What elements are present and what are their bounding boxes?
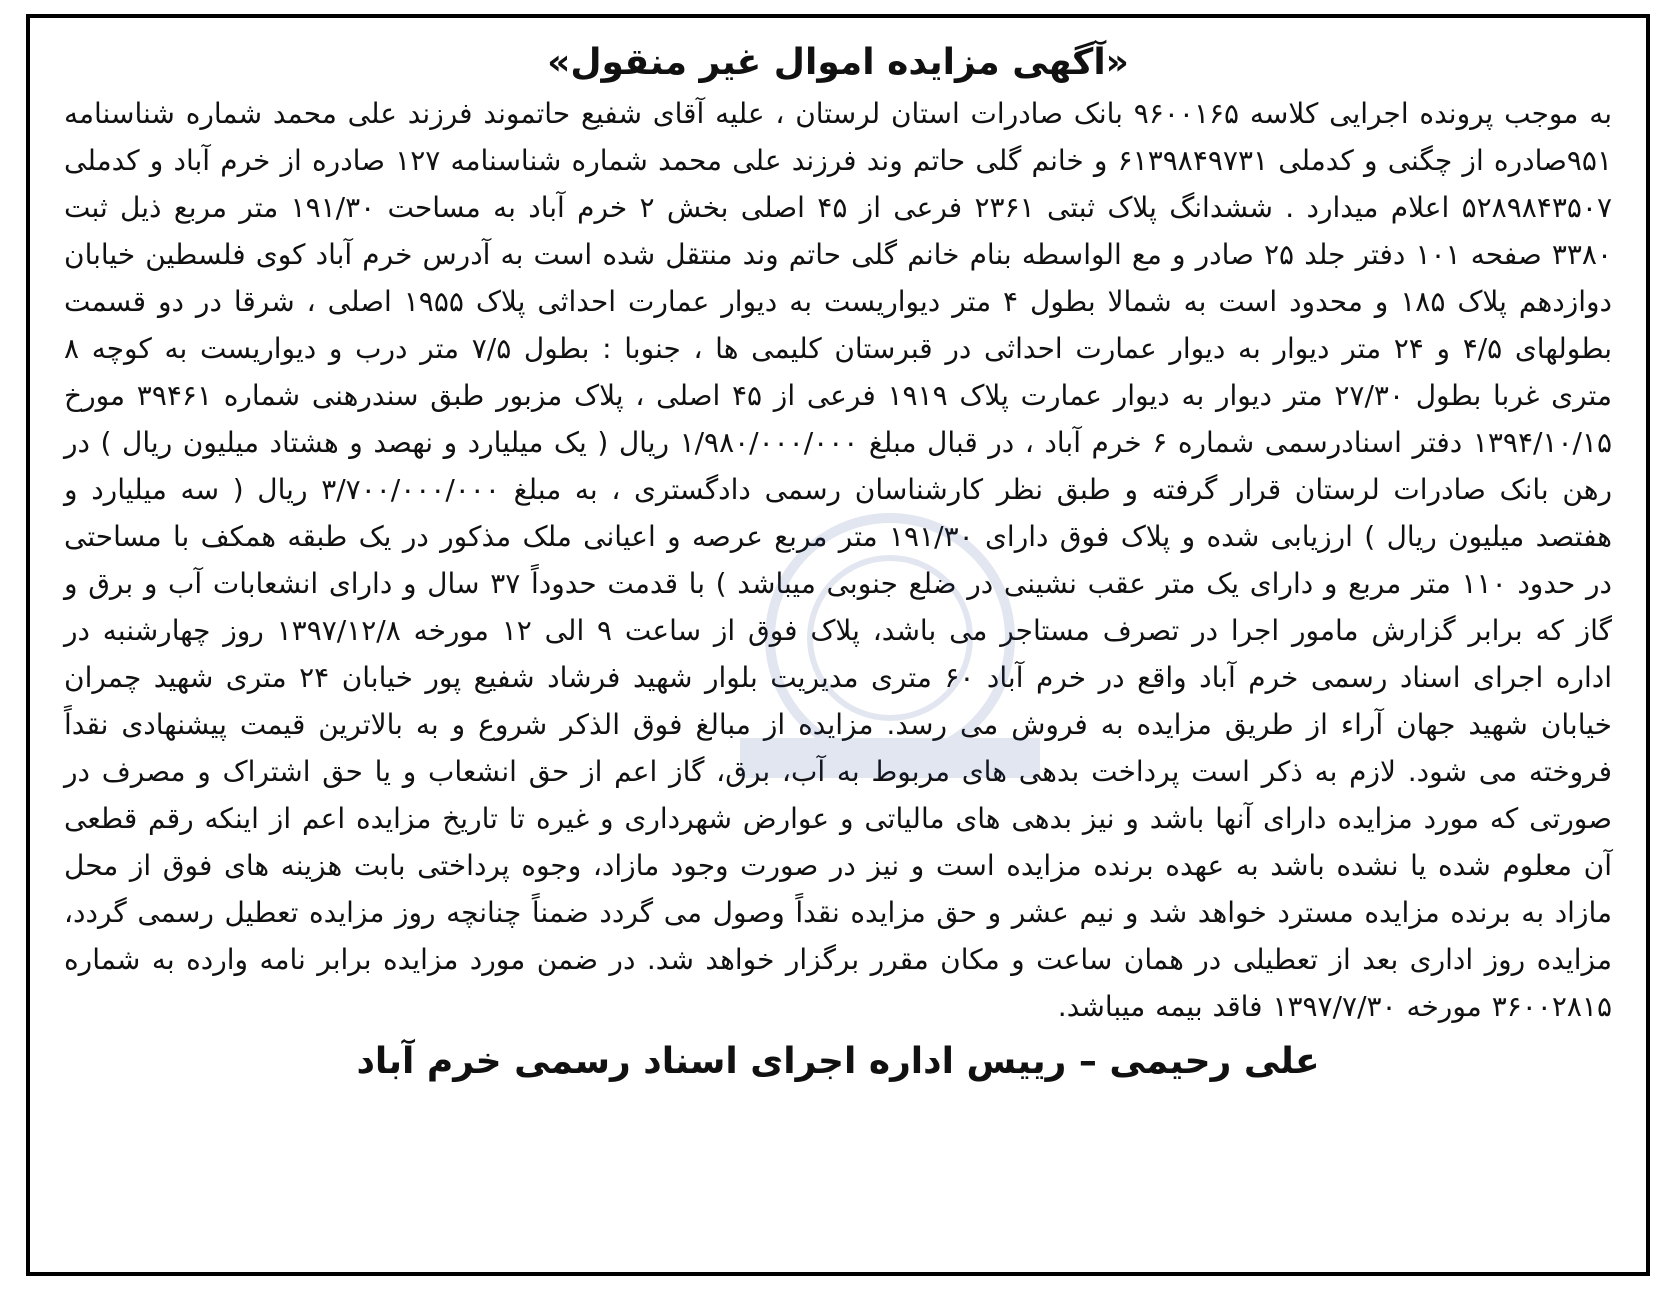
notice-signature: علی رحیمی – رییس اداره اجرای اسناد رسمی خرم آباد	[356, 1041, 1320, 1082]
notice-body: به موجب پرونده اجرایی کلاسه ۹۶۰۰۱۶۵ بانک صادرات استان لرستان ، علیه آقای شفیع حاتموند فرزند علی محمد شماره شناسنامه ۹۵۱صادره از چگنی و کدملی ۶۱۳۹۸۴۹۷۳۱ و خانم گلی حاتم وند فرزند علی محمد شماره شناسنامه ۱۲۷ صادره از خرم آباد و کدملی ۵۲۸۹۸۴۳۵۰۷ اعلام میدارد . ششدانگ پلاک ثبتی ۲۳۶۱ فرعی از ۴۵ اصلی بخش ۲ خرم آباد به مساحت ۱۹۱/۳۰ متر مربع ذیل ثبت ۳۳۸۰ صفحه ۱۰۱ دفتر جلد ۲۵ صادر و مع الواسطه بنام خانم گلی حاتم وند منتقل شده است به آدرس خرم آباد کوی فلسطین خیابان دوازدهم پلاک ۱۸۵ و محدود است به شمالا بطول ۴ متر دیواریست به دیوار عمارت احداثی پلاک ۱۹۵۵ اصلی ، شرقا در دو قسمت بطولهای ۴/۵ و ۲۴ متر دیوار به دیوار عمارت احداثی در قبرستان کلیمی ها ، جنوبا : بطول ۷/۵ متر درب و دیواریست به کوچه ۸ متری غربا بطول ۲۷/۳۰ متر دیوار به دیوار عمارت پلاک ۱۹۱۹ فرعی از ۴۵ اصلی ، پلاک مزبور طبق سندرهنی شماره ۳۹۴۶۱ مورخ ۱۳۹۴/۱۰/۱۵ دفتر اسنادرسمی شماره ۶ خرم آباد ، در قبال مبلغ ۱/۹۸۰/۰۰۰/۰۰۰ ریال ( یک میلیارد و نهصد و هشتاد میلیون ریال ) در رهن بانک صادرات لرستان قرار گرفته و طبق نظر کارشناسان رسمی دادگستری ، به مبلغ ۳/۷۰۰/۰۰۰/۰۰۰ ریال ( سه میلیارد و هفتصد میلیون ریال ) ارزیابی شده و پلاک فوق دارای ۱۹۱/۳۰ متر مربع عرصه و اعیانی ملک مذکور در یک طبقه همکف با مساحتی در حدود ۱۱۰ متر مربع و دارای یک متر عقب نشینی در ضلع جنوبی میباشد ) با قدمت حدوداً ۳۷ سال و دارای انشعابات آب و برق و گاز که برابر گزارش مامور اجرا در تصرف مستاجر می باشد، پلاک فوق از ساعت ۹ الی ۱۲ مورخه ۱۳۹۷/۱۲/۸ روز چهارشنبه در اداره اجرای اسناد رسمی خرم آباد واقع در خرم آباد ۶۰ متری مدیریت بلوار شهید فرشاد شفیع پور خیابان ۲۴ متری شهید چمران خیابان شهید جهان آراء از طریق مزایده به فروش می رسد. مزایده از مبالغ فوق الذکر شروع و به بالاترین قیمت پیشنهادی نقداً فروخته می شود. لازم به ذکر است پرداخت بدهی های مربوط به آب، برق، گاز اعم از حق انشعاب و یا حق اشتراک و مصرف در صورتی که مورد مزایده دارای آنها باشد و نیز بدهی های مالیاتی و عوارض شهرداری و غیره تا تاریخ مزایده اعم از اینکه رقم قطعی آن معلوم شده یا نشده باشد به عهده برنده مزایده است و نیز در صورت وجود مازاد، وجوه پرداختی بابت هزینه های فوق از محل مازاد به برنده مزایده مسترد خواهد شد و نیم عشر و حق مزایده نقداً وصول می گردد ضمناً چنانچه روز مزایده تعطیل رسمی گردد، مزایده روز اداری بعد از تعطیلی در همان ساعت و مکان مقرر برگزار خواهد شد. در ضمن مورد مزایده برابر نامه وارده به شماره ۳۶۰۰۲۸۱۵ مورخه ۱۳۹۷/۷/۳۰ فاقد بیمه میباشد.	[64, 97, 1613, 1023]
notice-content	[64, 36, 1612, 1258]
notice-title: «آگهی مزایده اموال غیر منقول»	[547, 42, 1129, 83]
notice-frame	[26, 14, 1650, 1276]
